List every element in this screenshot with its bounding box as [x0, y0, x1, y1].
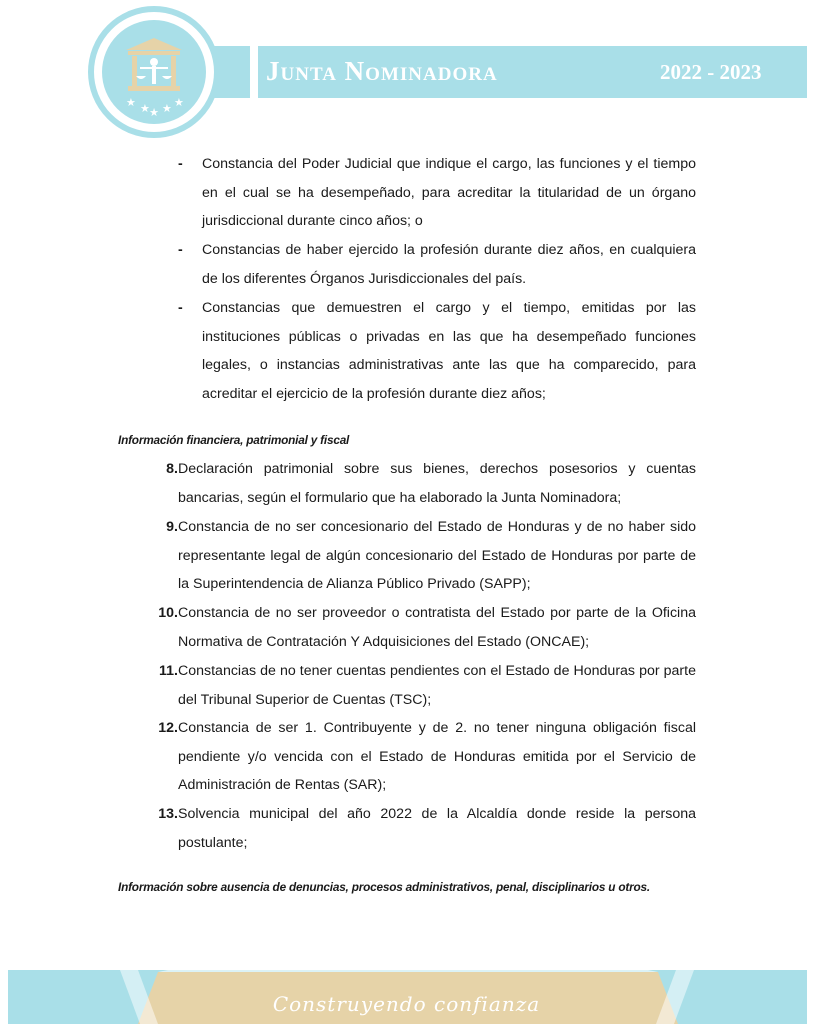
svg-text:★: ★	[126, 96, 136, 109]
bullet-dash: -	[178, 300, 183, 316]
item-number: 8.	[166, 461, 178, 477]
bullet-text: Constancias que demuestren el cargo y el tiempo, emitidas por las instituciones públicas o privadas en las que ha desempeñado funciones legales, o instancias administrativas ante las que ha comparecido, para acreditar el ejercicio de la profesión durante diez años;	[202, 300, 696, 402]
svg-text:★: ★	[174, 96, 184, 109]
svg-text:★: ★	[149, 106, 159, 119]
item-text: Declaración patrimonial sobre sus bienes, derechos posesorios y cuentas bancarias, según el formulario que ha elaborado la Junta Nominadora;	[178, 461, 696, 506]
list-item	[152, 513, 696, 599]
footer-slogan: Construyendo confianza	[272, 992, 541, 1016]
bullet-item	[178, 236, 696, 293]
item-text: Constancia de no ser proveedor o contratista del Estado por parte de la Oficina Normativa de Contratación Y Adquisiciones del Estado (ONCAE);	[178, 605, 696, 650]
bullet-item	[178, 294, 696, 408]
item-number: 10.	[158, 605, 178, 621]
item-number: 9.	[166, 519, 178, 535]
item-text: Constancias de no tener cuentas pendientes con el Estado de Honduras por parte del Tribunal Superior de Cuentas (TSC);	[178, 663, 696, 708]
header-title: Junta Nominadora	[266, 56, 498, 86]
list-item	[152, 800, 696, 857]
section-heading-complaints: Información sobre ausencia de denuncias, procesos administrativos, penal, disciplinarios u otros.	[118, 880, 650, 894]
item-text: Solvencia municipal del año 2022 de la Alcaldía donde reside la persona postulante;	[178, 806, 696, 851]
svg-text:★: ★	[140, 102, 150, 115]
item-text: Constancia de no ser concesionario del Estado de Honduras y de no haber sido representante legal de algún concesionario del Estado de Honduras por parte de la Superintendencia de Alianza Público Privado (SAPP);	[178, 519, 696, 592]
bullet-item	[178, 150, 696, 236]
list-item	[152, 455, 696, 512]
junta-logo-icon	[88, 6, 220, 138]
section-heading-financial: Información financiera, patrimonial y fiscal	[118, 433, 350, 447]
list-item	[152, 599, 696, 656]
bullet-text: Constancia del Poder Judicial que indique el cargo, las funciones y el tiempo en el cual se ha desempeñado, para acreditar la titularidad de un órgano jurisdiccional durante cinco años; o	[202, 156, 696, 229]
item-text: Constancia de ser 1. Contribuyente y de 2. no tener ninguna obligación fiscal pendiente y/o vencida con el Estado de Honduras emitida por el Servicio de Administración de Rentas (SAR);	[178, 720, 696, 793]
item-number: 12.	[158, 720, 178, 736]
bullet-text: Constancias de haber ejercido la profesión durante diez años, en cualquiera de los diferentes Órganos Jurisdiccionales del país.	[202, 242, 696, 287]
item-number: 13.	[158, 806, 178, 822]
bullet-dash: -	[178, 156, 183, 172]
svg-text:★: ★	[162, 102, 172, 115]
header-years: 2022 - 2023	[660, 60, 762, 84]
bullet-dash: -	[178, 242, 183, 258]
list-item	[152, 714, 696, 800]
item-number: 11.	[159, 663, 178, 679]
header-divider	[250, 46, 258, 98]
list-item	[152, 657, 696, 714]
